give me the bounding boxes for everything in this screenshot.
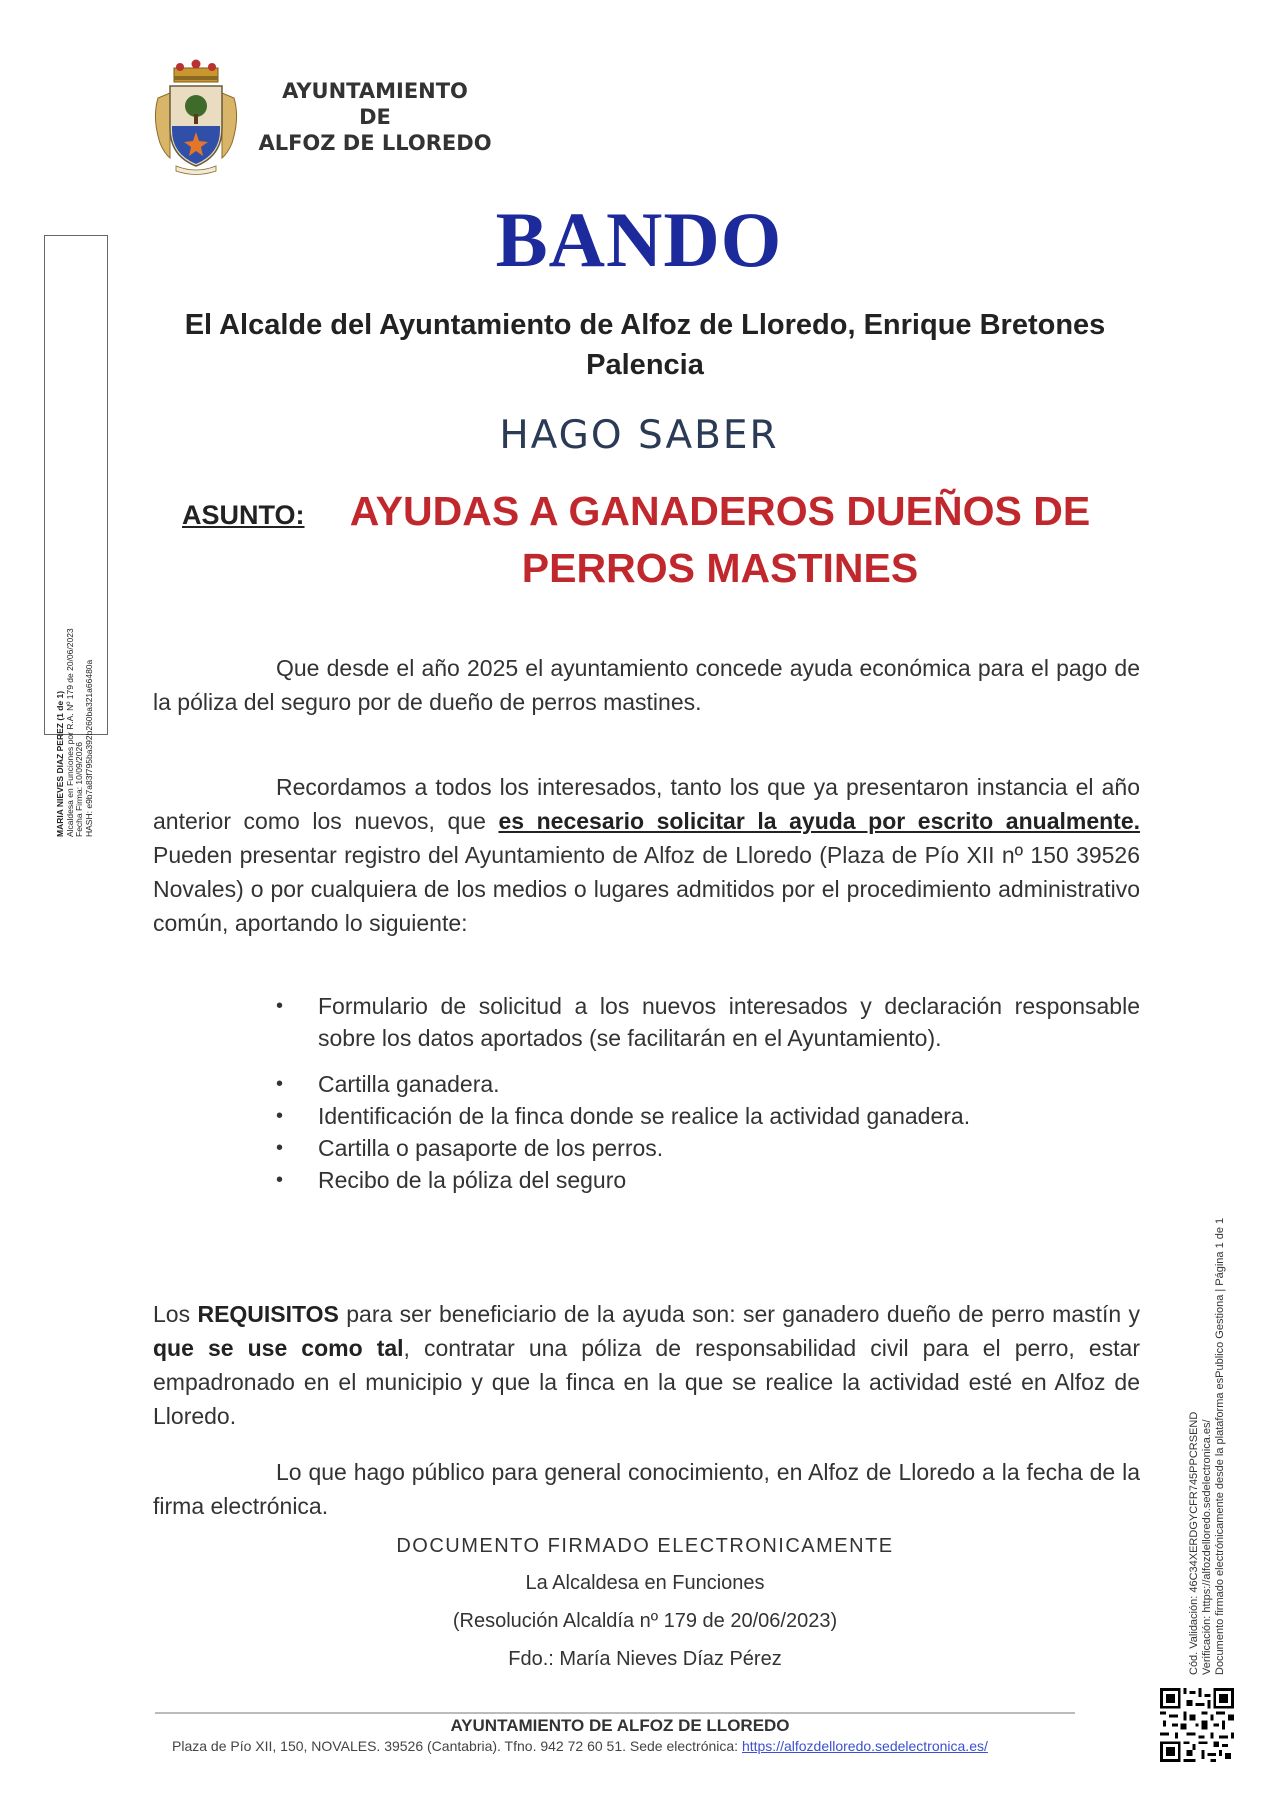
qr-code-icon[interactable] — [1160, 1688, 1234, 1762]
paragraph-intro: Que desde el año 2025 el ayuntamiento concede ayuda económica para el pago de la póliza del seguro por de dueño de perros mastines. — [153, 655, 1140, 715]
mayor-line-1: El Alcalde del Ayuntamiento de Alfoz de Lloredo, Enrique Bretones — [184, 309, 1106, 341]
requisitos-keyword: REQUISITOS — [197, 1301, 339, 1327]
bullet-icon: • — [276, 1105, 284, 1127]
list-item: • Formulario de solicitud a los nuevos interesados y declaración responsable sobre los datos aportados (se facilitarán en el Ayuntamiento). — [318, 990, 1140, 1054]
signature-stamp — [44, 335, 106, 837]
validation-info — [1188, 1135, 1236, 1675]
stamp-line-3: Fecha Firma: 10/09/2026 — [74, 741, 85, 837]
footer-divider — [155, 1712, 1075, 1714]
stamp-line-4: HASH: e9b7a83f795ba392b260ba321a66480a — [83, 659, 94, 837]
asunto-line-1: AYUDAS A GANADEROS DUEÑOS DE — [349, 488, 1091, 534]
reminder-lead: Recordamos a todos los interesados, tanto los que ya presentaron instancia el año anterior como los nuevos, que — [153, 774, 1140, 834]
document-title: BANDO — [495, 196, 783, 283]
stamp-line-1: MARIA NIEVES DIAZ PEREZ (1 de 1) — [55, 690, 65, 837]
bullet-icon: • — [276, 1137, 284, 1159]
list-item: • Cartilla o pasaporte de los perros. — [318, 1132, 1140, 1164]
signature-line-3: (Resolución Alcaldía nº 179 de 20/06/2023) — [452, 1610, 838, 1632]
signature-line-1: DOCUMENTO FIRMADO ELECTRONICAMENTE — [396, 1535, 894, 1557]
coat-of-arms-logo — [150, 58, 242, 178]
mayor-heading — [150, 305, 1140, 385]
list-item: • Recibo de la póliza del seguro — [318, 1164, 1140, 1196]
list-item: • Identificación de la finca donde se realice la actividad ganadera. — [318, 1100, 1140, 1132]
reminder-rest: Pueden presentar registro del Ayuntamiento de Alfoz de Lloredo (Plaza de Pío XII nº 150 39526 Novales) o por cualquiera de los medios o lugares admitidos por el procedimiento administrativo común, aportando lo siguiente: — [153, 842, 1140, 936]
sede-electronica-link[interactable]: https://alfozdelloredo.sedelectronica.es/ — [741, 1738, 988, 1754]
list-item: • Cartilla ganadera. — [318, 1068, 1140, 1100]
org-line-2: DE — [359, 105, 391, 129]
bullet-icon: • — [276, 995, 284, 1017]
asunto-line-2: PERROS MASTINES — [521, 545, 919, 591]
bullet-icon: • — [276, 1073, 284, 1095]
usage-condition: que se use como tal — [153, 1335, 404, 1361]
validation-line-1: Cód. Validación: 46C34XERDGYCFR745PPCRSEND — [1188, 1411, 1200, 1675]
paragraph-requirements: Los REQUISITOS para ser beneficiario de la ayuda son: ser ganadero dueño de perro mastín y que se use como tal, contratar una póliza de responsabilidad civil para el perro, estar empadronado en el municipio y que la finca en la que se realice la actividad esté en Alfoz de Lloredo. — [153, 1301, 1140, 1429]
signature-line-2: La Alcaldesa en Funciones — [525, 1572, 765, 1594]
required-documents-list — [276, 990, 1140, 1196]
asunto-subject — [310, 483, 1130, 597]
footer-address: Plaza de Pío XII, 150, NOVALES. 39526 (Cantabria). Tfno. 942 72 60 51. Sede electrónica: https://alfozdelloredo.sedelectronica.es/ — [172, 1738, 988, 1754]
org-line-1: AYUNTAMIENTO — [282, 79, 468, 103]
validation-line-3: Documento firmado electrónicamente desde la plataforma esPublico Gestiona | Página 1 de 1 — [1214, 1217, 1226, 1675]
reminder-emphasis: es necesario solicitar la ayuda por escrito anualmente. — [498, 808, 1141, 834]
stamp-line-2: Alcaldesa en Funciones por R.A. Nº 179 de 20/06/2023 — [64, 627, 75, 837]
paragraph-closing: Lo que hago público para general conocimiento, en Alfoz de Lloredo a la fecha de la firma electrónica. — [153, 1459, 1140, 1519]
asunto-label: ASUNTO: — [182, 500, 305, 530]
municipality-name — [245, 78, 505, 156]
hago-saber-heading: HAGO SABER — [499, 413, 779, 458]
bullet-icon: • — [276, 1169, 284, 1191]
footer-org-name: AYUNTAMIENTO DE ALFOZ DE LLOREDO — [450, 1716, 790, 1735]
org-line-3: ALFOZ DE LLOREDO — [258, 131, 492, 155]
signature-line-4: Fdo.: María Nieves Díaz Pérez — [508, 1648, 782, 1670]
validation-line-2: Verificación: https://alfozdelloredo.sedelectronica.es/ — [1201, 1419, 1213, 1675]
paragraph-reminder — [153, 770, 1140, 940]
mayor-line-2: Palencia — [586, 349, 704, 381]
